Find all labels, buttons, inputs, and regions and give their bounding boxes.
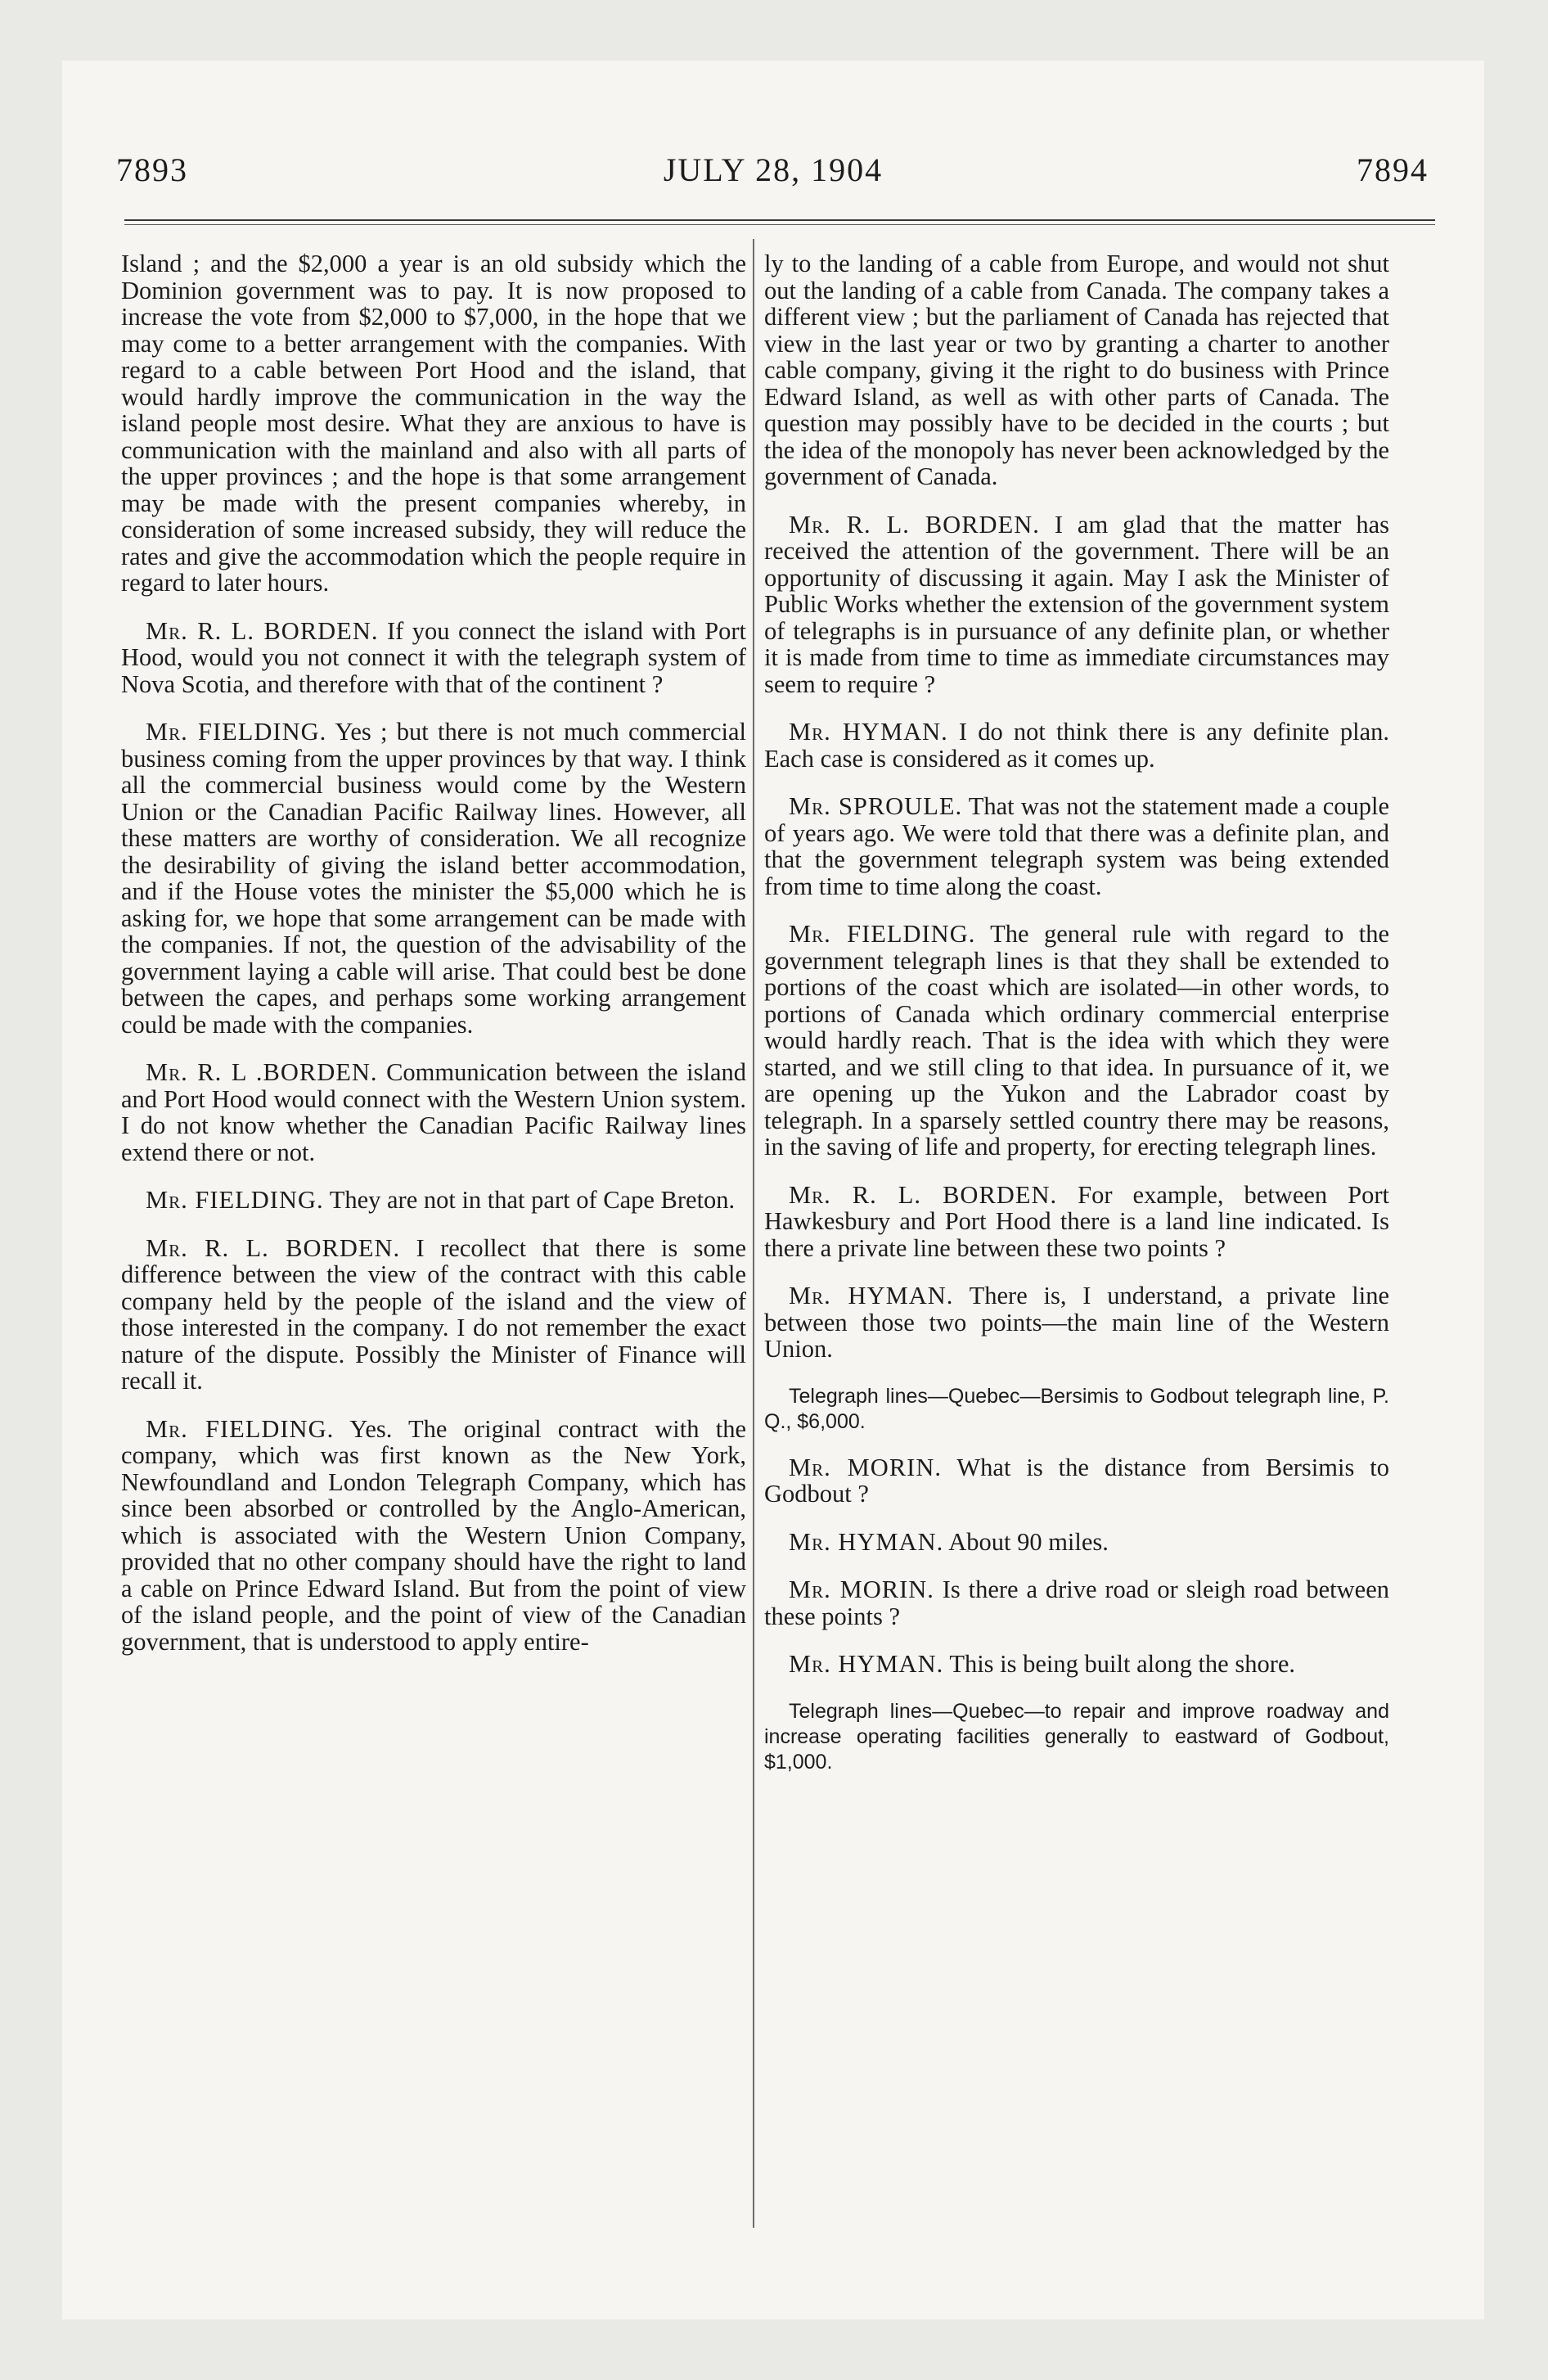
speech-paragraph — [764, 1182, 1389, 1262]
speech-paragraph — [764, 1651, 1389, 1678]
page-header — [62, 151, 1484, 200]
speech-text: I do not think there is any definite plan. Each case is considered as it comes up. — [764, 718, 1389, 773]
speaker-name: Mr. MORIN. — [789, 1453, 942, 1481]
speech-text: The general rule with regard to the government telegraph lines is that they shall be extended to portions of the coast which are isolated—in other words, to portions of Canada which ordinary commercial enterprise would hardly reach. That is the idea with which they were started, and we still cling to that idea. In pursuance of it, we are opening up the Yukon and the Labrador coast by telegraph. In a sparsely settled country there may be reasons, in the saving of life and property, for erecting telegraph lines. — [764, 920, 1389, 1161]
speaker-name: Mr. FIELDING. — [146, 1414, 335, 1443]
column-divider — [753, 239, 754, 2228]
speech-paragraph — [121, 618, 746, 698]
speaker-name: Mr. SPROULE. — [789, 792, 963, 820]
speech-paragraph — [764, 793, 1389, 899]
speech-paragraph — [121, 1059, 746, 1165]
speech-text: There is, I understand, a private line between those two points—the main line of the Western Union. — [764, 1282, 1390, 1363]
speech-text: They are not in that part of Cape Breton. — [329, 1186, 736, 1214]
right-column — [764, 250, 1389, 1795]
estimate-item: Telegraph lines—Quebec—Bersimis to Godbout telegraph line, P. Q., $6,000. — [764, 1384, 1389, 1433]
speech-paragraph — [121, 250, 746, 597]
speech-paragraph — [764, 1282, 1389, 1363]
speech-text: I recollect that there is some difference between the view of the contract with this cable company held by the people of the island and the view of those interested in the company. I do not remember the exact nature of the dispute. Possibly the Minister of Finance will recall it. — [121, 1233, 747, 1395]
speech-text: Is there a drive road or sleigh road between these points ? — [764, 1575, 1390, 1630]
speaker-name: Mr. R. L. BORDEN. — [789, 510, 1040, 539]
left-page-number: 7893 — [116, 151, 188, 188]
speech-text: What is the distance from Bersimis to Godbout ? — [764, 1453, 1389, 1508]
hansard-page — [62, 61, 1484, 2319]
speaker-name: Mr. HYMAN. — [789, 1527, 944, 1556]
speech-paragraph — [121, 1187, 746, 1214]
speaker-name: Mr. R. L .BORDEN. — [146, 1058, 378, 1086]
speech-text: That was not the statement made a couple of years ago. We were told that there was a definite plan, and that the government telegraph system was being extended from time to time along the coast. — [764, 792, 1389, 900]
header-rule — [124, 219, 1435, 221]
speech-text: Communication between the island and Port Hood would connect with the Western Union system. I do not know whether the Canadian Pacific Railway lines extend there or not. — [121, 1058, 747, 1166]
speech-text: For example, between Port Hawkesbury and Port Hood there is a land line indicated. Is there a private line between these two points ? — [764, 1180, 1390, 1262]
speech-paragraph — [764, 512, 1389, 698]
left-column — [121, 250, 746, 1676]
speaker-name: Mr. R. L. BORDEN. — [146, 616, 379, 645]
speech-text: If you connect the island with Port Hood, would you not connect it with the telegraph system of Nova Scotia, and therefore with that of the continent ? — [121, 616, 746, 698]
speech-text: This is being built along the shore. — [949, 1650, 1296, 1678]
estimate-item: Telegraph lines—Quebec—to repair and improve roadway and increase operating facilities generally to eastward of Godbout, $1,000. — [764, 1699, 1389, 1774]
speech-paragraph — [764, 1454, 1389, 1508]
speaker-name: Mr. FIELDING. — [789, 920, 976, 948]
speech-paragraph — [764, 921, 1389, 1161]
speech-paragraph — [121, 1235, 746, 1395]
speaker-name: Mr. FIELDING. — [146, 1186, 324, 1214]
speech-paragraph — [764, 250, 1389, 490]
right-page-number: 7894 — [1357, 151, 1429, 188]
speaker-name: Mr. R. L. BORDEN. — [146, 1233, 401, 1262]
speaker-name: Mr. FIELDING. — [146, 718, 327, 746]
speech-paragraph — [121, 1416, 746, 1656]
speech-text: About 90 miles. — [948, 1527, 1109, 1556]
header-rule-thin — [124, 224, 1435, 225]
speech-paragraph — [764, 1529, 1389, 1556]
speech-text: Yes ; but there is not much commercial business coming from the upper provinces by that way. I think all the commercial business would come by the Western Union or the Canadian Pacific Railway lines. However, all these matters are worthy of consideration. We all recognize the desirability of giving the island better accommodation, and if the House votes the minister the $5,000 which he is asking for, we hope that some arrangement can be made with the companies. If not, the question of the advisability of the government laying a cable will arise. That could best be done between the capes, and perhaps some working arrangement could be made with the companies. — [121, 718, 746, 1039]
speaker-name: Mr. HYMAN. — [789, 718, 948, 746]
speech-text: Yes. The original contract with the company, which was first known as the New York, Newfoundland and London Telegraph Company, which has since been absorbed or controlled by the Anglo-American, which is associated with the Western Union Company, provided that no other company should have the right to land a cable on Prince Edward Island. But from the point of view of the island people, and the point of view of the Canadian government, that is understood to apply entire- — [121, 1414, 746, 1656]
header-date: JULY 28, 1904 — [663, 151, 884, 188]
speech-paragraph — [121, 719, 746, 1038]
speech-text: Island ; and the $2,000 a year is an old subsidy which the Dominion government was to pay. It is now proposed to increase the vote from $2,000 to $7,000, in the hope that we may come to a better arrangement with the companies. With regard to a cable between Port Hood and the island, that would hardly improve the communication in the way the island people most desire. What they are anxious to have is communication with the mainland and also with all parts of the upper provinces ; and the hope is that some arrangement may be made with the present companies whereby, in consideration of some increased subsidy, they will reduce the rates and give the accommodation which the people require in regard to later hours. — [121, 250, 746, 597]
speaker-name: Mr. HYMAN. — [789, 1650, 944, 1678]
speaker-name: Mr. HYMAN. — [789, 1282, 954, 1309]
speech-text: ly to the landing of a cable from Europe, and would not shut out the landing of a cable from Canada. The company takes a different view ; but the parliament of Canada has rejected that view in the last year or two by granting a charter to another cable company, giving it the right to do business with Prince Edward Island, as well as with other parts of Canada. The question may possibly have to be decided in the courts ; but the idea of the monopoly has never been acknowledged by the government of Canada. — [764, 250, 1389, 490]
speech-text: I am glad that the matter has received the attention of the government. There will be an opportunity of discussing it again. May I ask the Minister of Public Works whether the extension of the government system of telegraphs is in pursuance of any definite plan, or whether it is made from time to time as immediate circumstances may seem to require ? — [764, 510, 1389, 698]
speaker-name: Mr. MORIN. — [789, 1575, 934, 1603]
speaker-name: Mr. R. L. BORDEN. — [789, 1180, 1058, 1209]
speech-paragraph — [764, 1576, 1389, 1629]
speech-paragraph — [764, 719, 1389, 772]
